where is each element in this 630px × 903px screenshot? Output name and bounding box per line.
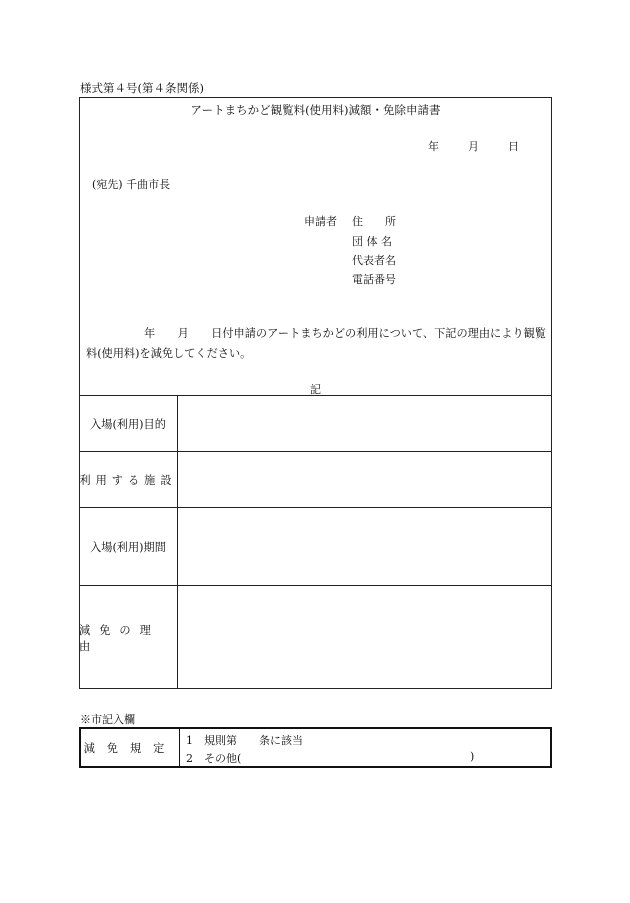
applicant-address-label: 住 所: [352, 215, 396, 228]
date-month: 月: [468, 140, 479, 153]
table-row: [79, 585, 552, 689]
period-field[interactable]: [178, 508, 552, 585]
details-table: [79, 395, 552, 689]
reason-field[interactable]: [178, 586, 552, 689]
table-row: [79, 395, 552, 451]
rule-label: 減免規定: [81, 729, 180, 766]
rule-option-1: 1 規則第 条に該当: [186, 734, 303, 747]
facility-field[interactable]: [178, 452, 552, 507]
table-row: [79, 451, 552, 507]
rule-options: [180, 729, 550, 766]
office-use-box: [79, 727, 552, 768]
applicant-group-label: 団 体 名: [352, 235, 392, 248]
reason-label: 減免の理由: [79, 586, 178, 689]
application-form: [79, 97, 552, 689]
office-use-label: ※市記入欄: [80, 713, 135, 726]
addressee: (宛先) 千曲市長: [92, 178, 171, 191]
applicant-label: 申請者: [304, 215, 337, 228]
date-line: [428, 138, 519, 154]
form-title: アートまちかど観覧料(使用料)減額・免除申請書: [190, 103, 441, 117]
purpose-field[interactable]: [178, 396, 552, 451]
facility-label: 利用する施設: [79, 452, 178, 507]
applicant-representative-label: 代表者名: [352, 254, 396, 267]
record-label: 記: [310, 383, 321, 396]
purpose-label: 入場(利用)目的: [79, 396, 178, 451]
period-label: 入場(利用)期間: [79, 508, 178, 585]
date-day: 日: [508, 140, 519, 153]
rule-option-2-close: ): [470, 750, 475, 763]
date-year: 年: [428, 140, 439, 153]
form-number: 様式第４号(第４条関係): [80, 81, 204, 95]
rule-option-2: 2 その他(: [186, 752, 242, 765]
request-text: 年 月 日付申請のアートまちかどの利用について、下記の理由により観覧料(使用料)を減免してください。: [86, 327, 546, 360]
table-row: [79, 507, 552, 585]
applicant-phone-label: 電話番号: [352, 273, 396, 286]
